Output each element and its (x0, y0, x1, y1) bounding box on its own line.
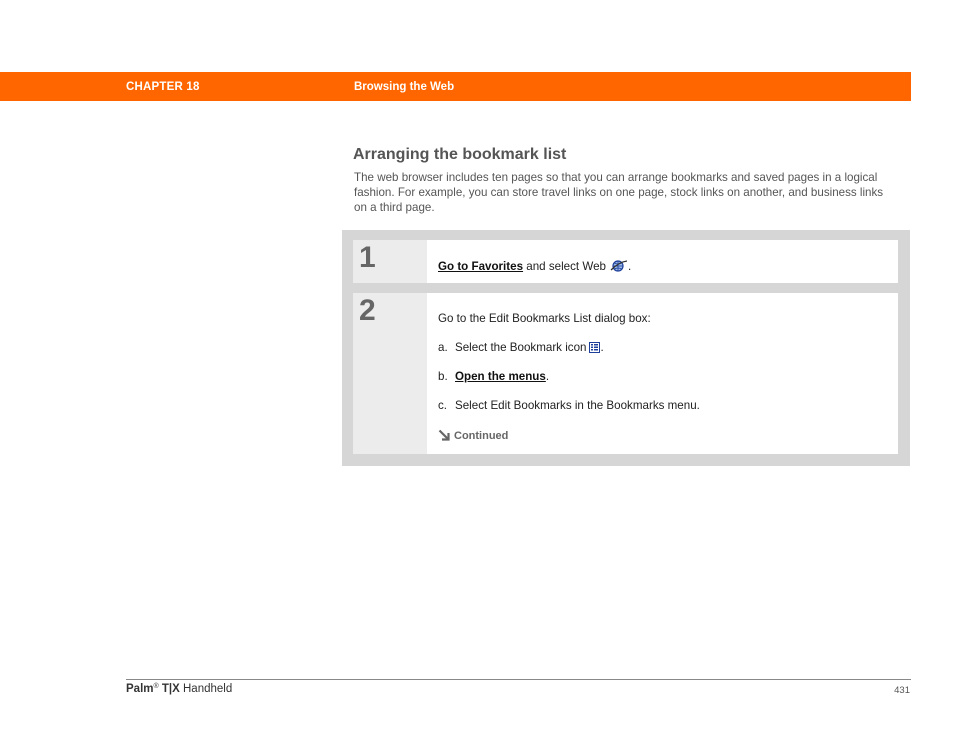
footer-product-name (126, 683, 232, 695)
intro-paragraph: The web browser includes ten pages so that you can arrange bookmarks and saved pages in a logical fashion. For example, you can store travel links on one page, stock links on another, and business links on a third page. (354, 171, 884, 214)
section-title: Arranging the bookmark list (353, 146, 567, 163)
step-1-instruction (438, 259, 631, 273)
item-period: . (600, 341, 604, 354)
footer-divider (126, 679, 911, 680)
web-browser-icon (610, 259, 628, 273)
product-label: Handheld (183, 683, 233, 695)
step-2-item-c (438, 399, 700, 412)
step-2-item-a (438, 341, 604, 354)
step-2-intro: Go to the Edit Bookmarks List dialog box: (438, 312, 651, 325)
brand-name: Palm (126, 683, 154, 695)
step-1-period: . (627, 260, 632, 273)
step-2 (353, 293, 898, 454)
step-number: 1 (359, 241, 376, 274)
continued-arrow-icon (438, 429, 451, 441)
item-period: . (545, 370, 550, 383)
page-number: 431 (894, 685, 910, 696)
model-name: T|X (161, 683, 180, 695)
chapter-label: CHAPTER 18 (126, 81, 200, 93)
registered-mark: ® (153, 683, 159, 690)
step-1 (353, 240, 898, 283)
step-number-column (353, 240, 427, 283)
item-label: a. (438, 341, 448, 354)
continued-indicator (438, 429, 508, 442)
continued-label: Continued (454, 430, 509, 442)
item-text: Select Edit Bookmarks in the Bookmarks menu. (455, 399, 700, 412)
step-1-text: and select Web (523, 260, 606, 273)
chapter-title: Browsing the Web (354, 81, 455, 93)
step-number-column (353, 293, 427, 454)
steps-panel (342, 230, 910, 466)
open-the-menus-link[interactable]: Open the menus (455, 370, 546, 383)
item-label: b. (438, 370, 448, 383)
chapter-header-bar (0, 72, 911, 101)
item-text: Select the Bookmark icon (455, 341, 587, 354)
bookmark-icon (589, 342, 600, 353)
item-label: c. (438, 399, 448, 412)
step-2-item-b (438, 370, 549, 383)
go-to-favorites-link[interactable]: Go to Favorites (438, 260, 524, 273)
step-number: 2 (359, 294, 376, 327)
